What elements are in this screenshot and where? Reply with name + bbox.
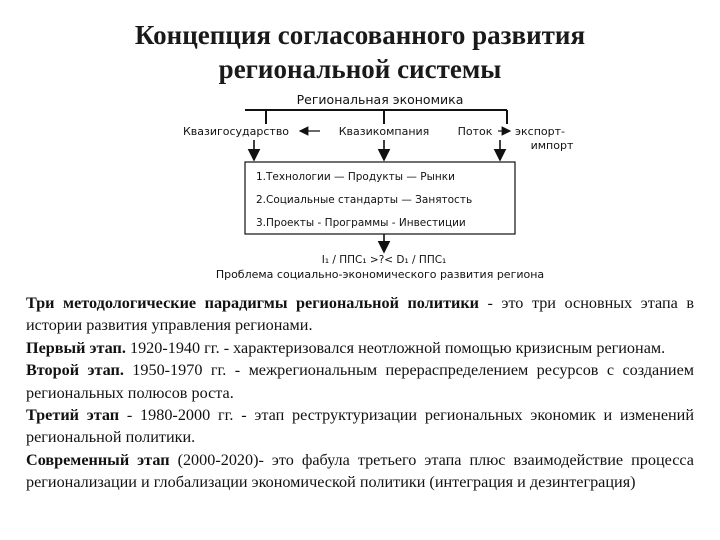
node-flow: Поток bbox=[457, 125, 493, 138]
paragraph-stage-3 bbox=[26, 404, 694, 449]
node-import: импорт bbox=[530, 139, 574, 152]
paragraph-stage-1-text: 1920-1940 гг. - характеризовался неотложной помощью кризисным регионам. bbox=[125, 338, 666, 357]
paragraph-stage-modern-lead: Современный этап bbox=[26, 450, 170, 469]
concept-diagram bbox=[170, 88, 590, 283]
paragraph-stage-2-lead: Второй этап. bbox=[26, 361, 124, 380]
problem-label: Проблема социально-экономического развития региона bbox=[215, 268, 545, 281]
box-line-3: 3.Проекты - Программы - Инвестиции bbox=[256, 217, 466, 229]
node-quasi-state: Квазигосударство bbox=[182, 125, 290, 138]
title-line-2: региональной системы bbox=[218, 54, 502, 84]
body-text bbox=[26, 292, 694, 494]
paragraph-paradigms-lead: Три методологические парадигмы региональной политики bbox=[26, 294, 480, 312]
paragraph-stage-3-lead: Третий этап bbox=[26, 406, 120, 425]
title-line-1: Концепция согласованного развития bbox=[134, 20, 586, 50]
box-line-2: 2.Социальные стандарты — Занятость bbox=[256, 194, 473, 206]
paragraph-stage-modern bbox=[26, 449, 694, 494]
formula: I₁ / ППС₁ >?< D₁ / ППС₁ bbox=[321, 254, 447, 266]
node-quasi-company: Квазикомпания bbox=[338, 125, 430, 138]
paragraph-stage-2-text: 1950-1970 гг. - межрегиональным перераспределением ресурсов с созданием региональных полюсов роста. bbox=[26, 361, 695, 402]
node-export: экспорт- bbox=[514, 125, 566, 138]
top-label: Региональная экономика bbox=[296, 92, 464, 107]
paragraph-paradigms-text: - это три основных этапа в истории развития управления регионами. bbox=[26, 294, 694, 335]
paragraph-paradigms bbox=[26, 292, 694, 337]
paragraph-stage-3-text: - 1980-2000 гг. - этап реструктуризации региональных экономик и изменений региональной политики. bbox=[26, 406, 694, 447]
paragraph-stage-1 bbox=[26, 337, 694, 359]
box-line-1: 1.Технологии — Продукты — Рынки bbox=[256, 171, 455, 183]
slide-title bbox=[60, 18, 660, 86]
paragraph-stage-modern-text: (2000-2020)- это фабула третьего этапа плюс взаимодействие процесса регионализации и глобализации экономической политики (интеграция и дезинтеграция) bbox=[26, 450, 694, 492]
paragraph-stage-2 bbox=[26, 359, 694, 404]
paragraph-stage-1-lead: Первый этап. bbox=[26, 338, 126, 357]
